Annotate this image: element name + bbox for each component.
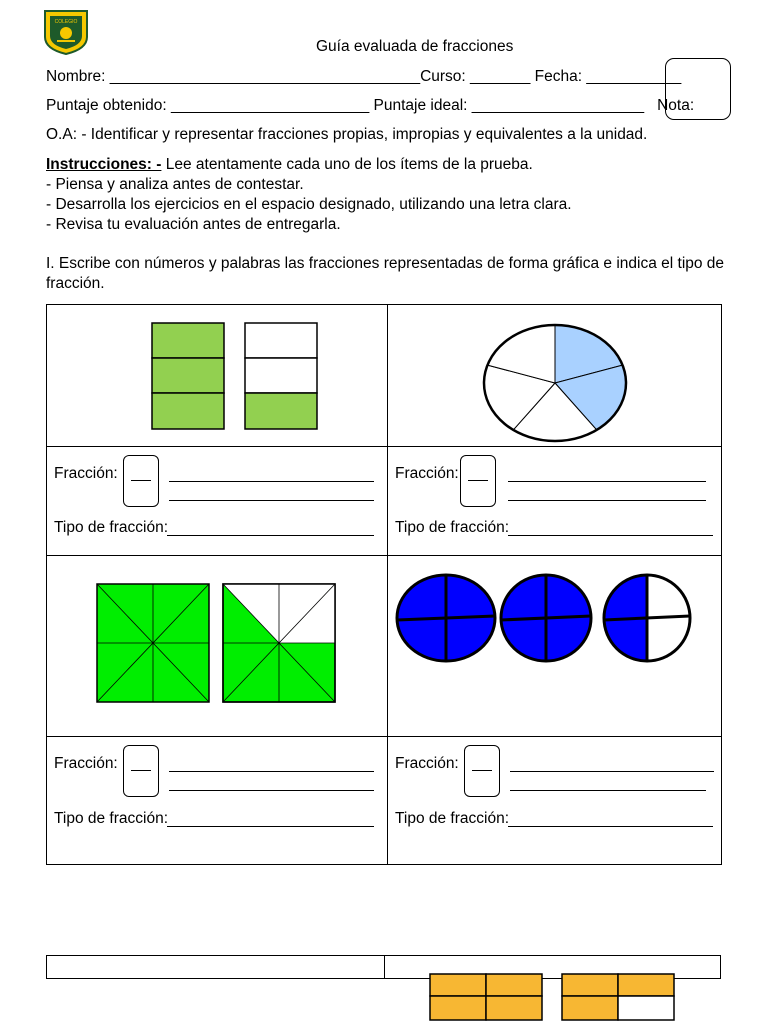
fraction-type-label: Tipo de fracción: (395, 519, 510, 536)
instructions-heading: Instrucciones: - (46, 156, 162, 173)
answer-cell-1 (47, 447, 388, 556)
fraction-word-line[interactable] (510, 771, 714, 772)
name-course-date-row: Nombre: ____________________________________Curso: _______ Fecha: ___________ (46, 68, 682, 85)
page-title: Guía evaluada de fracciones (316, 38, 514, 55)
fraction-answer-box[interactable] (123, 455, 159, 507)
figure-cell-3 (47, 556, 388, 737)
fraction-answer-box[interactable] (460, 455, 496, 507)
fraction-word-line[interactable] (169, 500, 374, 501)
section-1-prompt-line-1: I. Escribe con números y palabras las fracciones representadas de forma gráfica e indica el tipo de (46, 255, 725, 272)
answer-cell-2 (388, 447, 722, 556)
fraction-label: Fracción: (54, 465, 118, 482)
section-1-prompt-line-2: fracción. (46, 275, 105, 292)
fraction-label: Fracción: (54, 755, 118, 772)
fraction-word-line[interactable] (169, 481, 374, 482)
fraction-word-line[interactable] (169, 771, 374, 772)
instruction-item: - Piensa y analiza antes de contestar. (46, 176, 304, 193)
fraction-type-line[interactable] (167, 535, 374, 536)
fraction-type-line[interactable] (508, 535, 713, 536)
fraction-label: Fracción: (395, 465, 459, 482)
score-row: Puntaje obtenido: _______________________ Puntaje ideal: ____________________ Nota: (46, 97, 695, 114)
triangle-squares-figure (47, 556, 387, 736)
figure-cell-1 (47, 305, 388, 447)
fraction-type-label: Tipo de fracción: (395, 810, 510, 827)
instructions-first: Lee atentamente cada uno de los ítems de la prueba. (161, 156, 533, 173)
instruction-item: - Revisa tu evaluación antes de entregarla. (46, 216, 341, 233)
orange-rectangles-figure (428, 972, 688, 1020)
fraction-label: Fracción: (395, 755, 459, 772)
answer-cell-3 (47, 737, 388, 865)
fraction-type-line[interactable] (508, 826, 713, 827)
svg-text:COLEGIO: COLEGIO (54, 19, 78, 25)
fraction-type-label: Tipo de fracción: (54, 810, 169, 827)
fraction-type-label: Tipo de fracción: (54, 519, 169, 536)
instructions-first-line (46, 156, 533, 174)
learning-objective: O.A: - Identificar y representar fracciones propias, impropias y equivalentes a la unidad. (46, 126, 648, 143)
fraction-word-line[interactable] (169, 790, 374, 791)
grade-box (665, 58, 731, 120)
fraction-word-line[interactable] (508, 500, 706, 501)
fraction-answer-box[interactable] (123, 745, 159, 797)
fraction-word-line[interactable] (508, 481, 706, 482)
fraction-word-line[interactable] (510, 790, 706, 791)
circles-figure (388, 556, 722, 736)
answer-cell-4 (388, 737, 722, 865)
fraction-type-line[interactable] (167, 826, 374, 827)
instruction-item: - Desarrolla los ejercicios en el espacio designado, utilizando una letra clara. (46, 196, 572, 213)
figure-cell-4 (388, 556, 722, 737)
figure-cell-2 (388, 305, 722, 447)
school-logo (43, 9, 89, 55)
exercise-grid (46, 304, 722, 865)
fraction-answer-box[interactable] (464, 745, 500, 797)
pie-figure (388, 305, 722, 446)
rectangles-figure (47, 305, 387, 446)
